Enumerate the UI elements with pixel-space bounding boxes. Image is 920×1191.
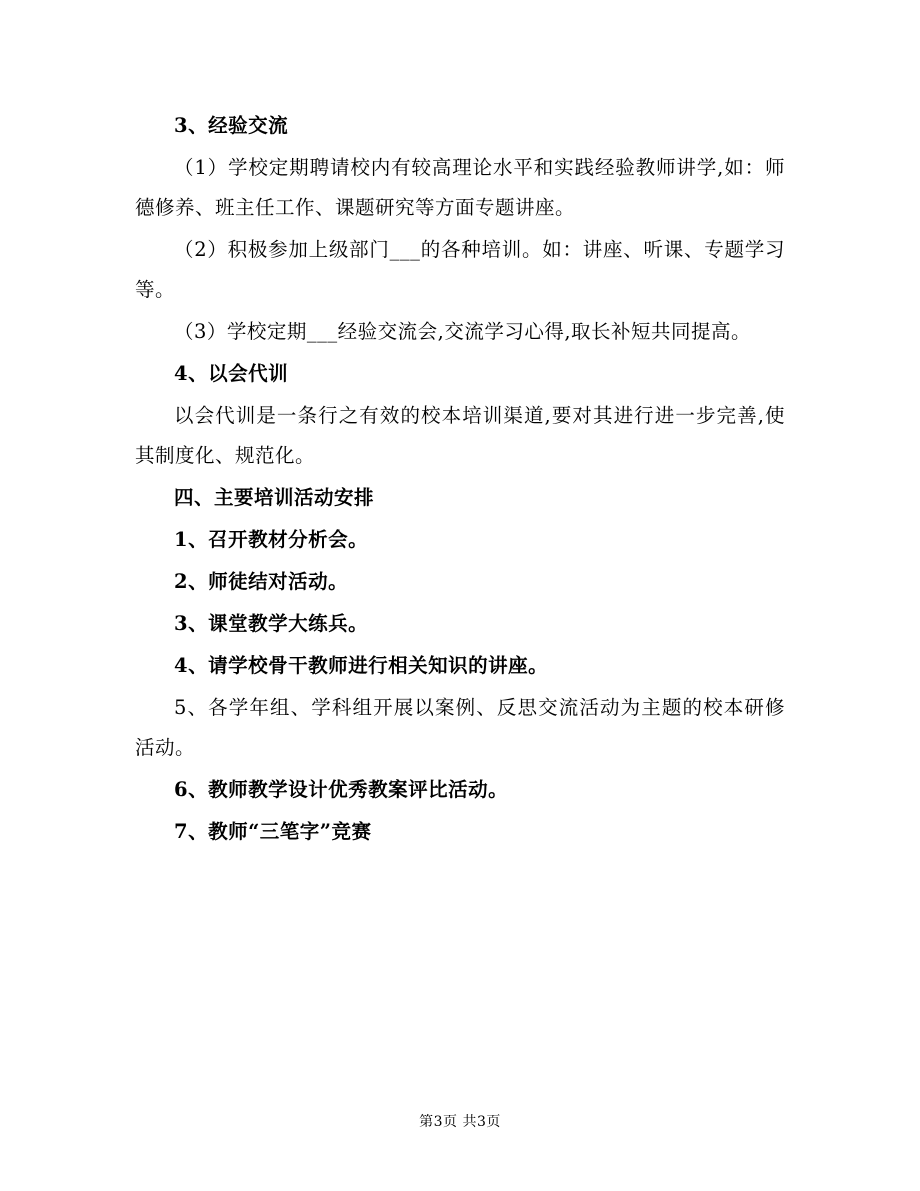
paragraph: 6、教师教学设计优秀教案评比活动。 [174,778,509,801]
paragraph: 2、师徒结对活动。 [174,570,349,593]
paragraph: 以会代训是一条行之有效的校本培训渠道,要对其进行进一步完善,使其制度化、规范化。 [135,404,785,467]
paragraph: 3、课堂教学大练兵。 [174,612,369,635]
paragraph: 3、经验交流 [174,114,289,137]
paragraph: 4、请学校骨干教师进行相关知识的讲座。 [174,654,549,677]
page-number: 第3页 共3页 [419,1114,501,1130]
paragraph: 5、各学年组、学科组开展以案例、反思交流活动为主题的校本研修活动。 [135,696,785,759]
paragraph: 1、召开教材分析会。 [174,528,369,551]
paragraph: 7、教师“三笔字”竞赛 [174,820,372,843]
paragraph: （2）积极参加上级部门___的各种培训。如：讲座、听课、专题学习等。 [135,238,785,301]
paragraph: 四、主要培训活动安排 [174,486,375,509]
document-body [135,106,785,854]
paragraph: （1）学校定期聘请校内有较高理论水平和实践经验教师讲学,如：师德修养、班主任工作、课题研究等方面专题讲座。 [135,156,785,219]
paragraph: 4、以会代训 [174,362,289,385]
paragraph: （3）学校定期___经验交流会,交流学习心得,取长补短共同提高。 [174,320,752,343]
